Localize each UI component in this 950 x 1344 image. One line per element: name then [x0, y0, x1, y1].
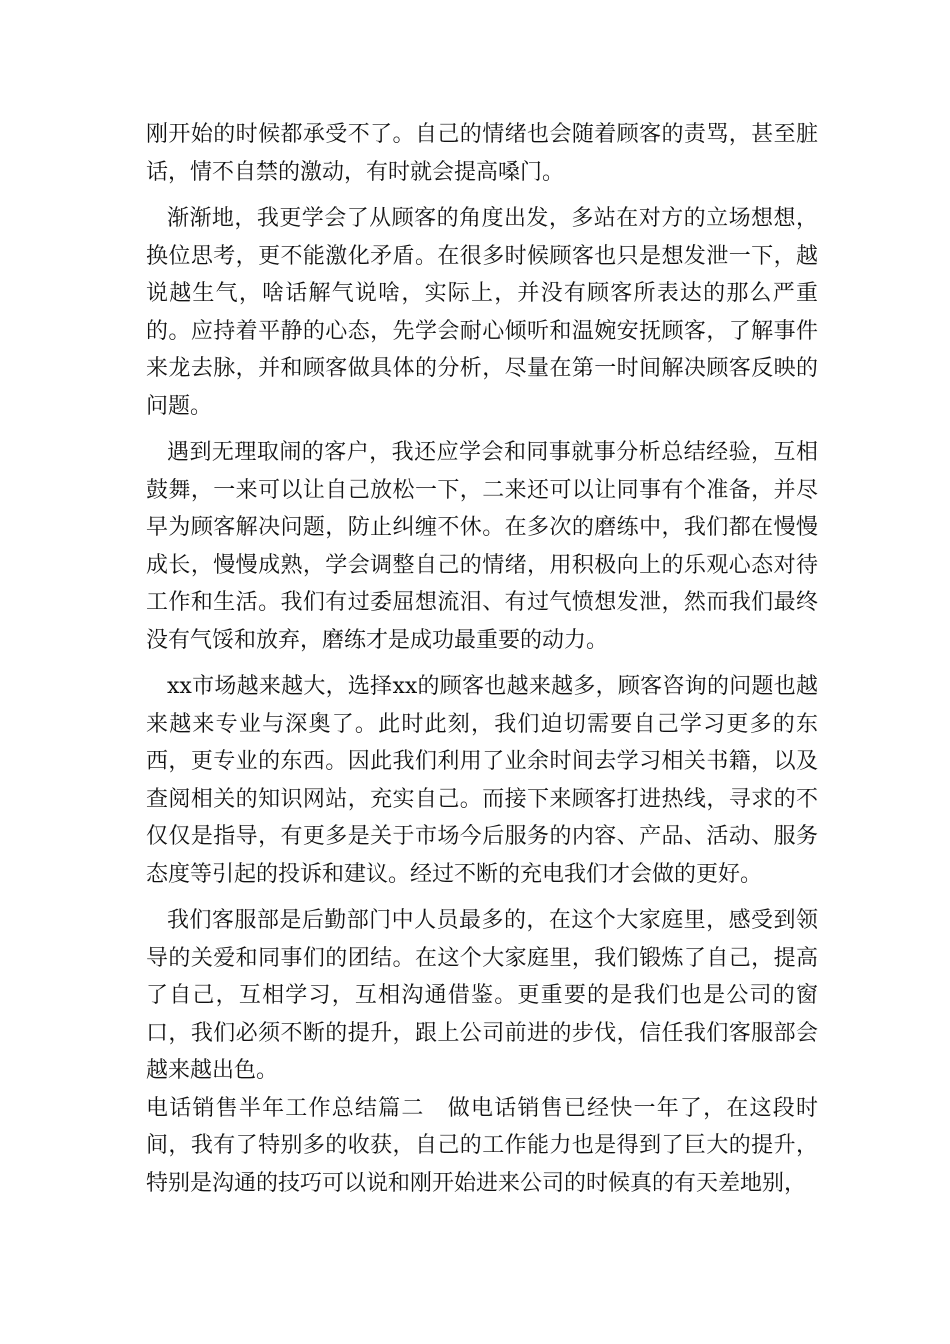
document-body — [146, 116, 818, 1202]
paragraph-4: xx市场越来越大，选择xx的顾客也越来越多，顾客咨询的问题也越来越来专业与深奥了。此时此刻，我们迫切需要自己学习更多的东西，更专业的东西。因此我们利用了业余时间去学习相关书籍，以及查阅相关的知识网站，充实自己。而接下来顾客打进热线，寻求的不仅仅是指导，有更多是关于市场今后服务的内容、产品、活动、服务态度等引起的投诉和建议。经过不断的充电我们才会做的更好。 — [146, 674, 818, 887]
paragraph-6: 电话销售半年工作总结篇二 做电话销售已经快一年了，在这段时间，我有了特别多的收获，自己的工作能力也是得到了巨大的提升，特别是沟通的技巧可以说和刚开始进来公司的时候真的有天差地别， — [146, 1095, 818, 1196]
paragraph-1: 刚开始的时候都承受不了。自己的情绪也会随着顾客的责骂，甚至脏话，情不自禁的激动，有时就会提高嗓门。 — [146, 122, 818, 185]
paragraph-gap — [146, 893, 818, 902]
paragraph-gap — [146, 659, 818, 668]
paragraph-3: 遇到无理取闹的客户，我还应学会和同事就事分析总结经验，互相鼓舞，一来可以让自己放松一下，二来还可以让同事有个准备，并尽早为顾客解决问题，防止纠缠不休。在多次的磨练中，我们都在慢慢成长，慢慢成熟，学会调整自己的情绪，用积极向上的乐观心态对待工作和生活。我们有过委屈想流泪、有过气愤想发泄，然而我们最终没有气馁和放弃，磨练才是成功最重要的动力。 — [146, 440, 818, 653]
paragraph-5: 我们客服部是后勤部门中人员最多的，在这个大家庭里，感受到领导的关爱和同事们的团结。在这个大家庭里，我们锻炼了自己，提高了自己，互相学习，互相沟通借鉴。更重要的是我们也是公司的窗口，我们必须不断的提升，跟上公司前进的步伐，信任我们客服部会越来越出色。 — [146, 908, 818, 1083]
paragraph-gap — [146, 191, 818, 200]
paragraph-2: 渐渐地，我更学会了从顾客的角度出发，多站在对方的立场想想，换位思考，更不能激化矛盾。在很多时候顾客也只是想发泄一下，越说越生气，啥话解气说啥，实际上，并没有顾客所表达的那么严重的。应持着平静的心态，先学会耐心倾听和温婉安抚顾客，了解事件来龙去脉，并和顾客做具体的分析，尽量在第一时间解决顾客反映的问题。 — [146, 206, 818, 419]
paragraph-gap — [146, 425, 818, 434]
